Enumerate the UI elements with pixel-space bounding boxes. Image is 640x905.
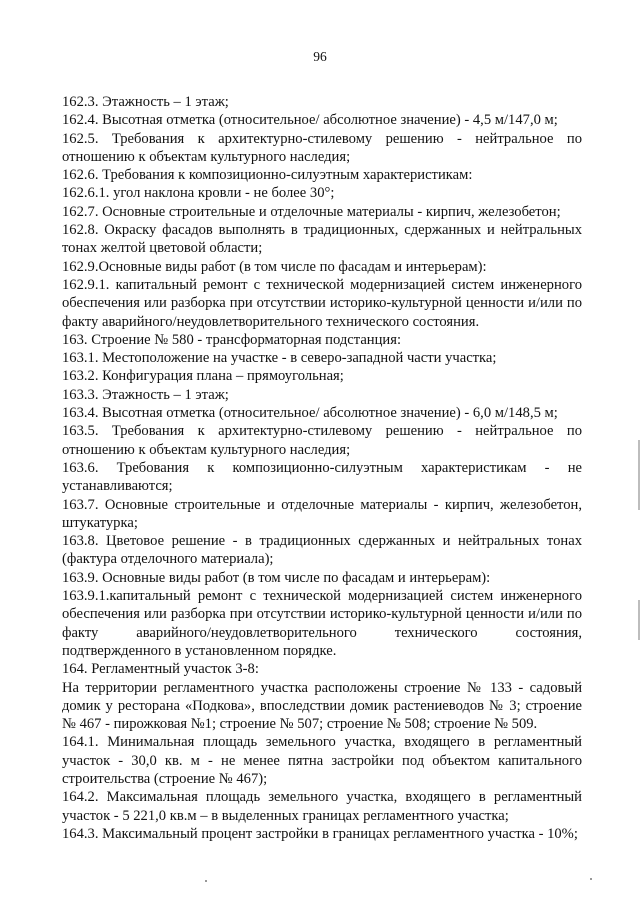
document-body: [62, 93, 582, 843]
scan-speck: [590, 878, 592, 880]
paragraph: 163.5. Требования к архитектурно-стилевому решению - нейтральное по отношению к объектам культурного наследия;: [62, 423, 582, 458]
paragraph: 163.9.1.капитальный ремонт с технической модернизацией систем инженерного обеспечения или разборка при отсутствии историко-культурной ценности и/или по факту аварийного/неудовлетворительного технического состояния, подтвержденного в установленном порядке.: [62, 588, 582, 659]
paragraph: 162.9.Основные виды работ (в том числе по фасадам и интерьерам):: [62, 258, 487, 275]
scan-speck: [205, 880, 207, 882]
paragraph: 164.1. Минимальная площадь земельного участка, входящего в регламентный участок - 30,0 кв. м - не менее пятна застройки под объектом капитального строительства (строение № 467);: [62, 734, 582, 787]
paragraph: 163.1. Местоположение на участке - в северо-западной части участка;: [62, 350, 497, 367]
paragraph: 162.3. Этажность – 1 этаж;: [62, 94, 229, 110]
paragraph: 162.9.1. капитальный ремонт с технической модернизацией систем инженерного обеспечения или разборка при отсутствии историко-культурной ценности и/или по факту аварийного/неудовлетворительного технического состояния.: [62, 276, 582, 330]
paragraph: 164. Регламентный участок 3-8:: [62, 661, 259, 678]
paragraph: 162.4. Высотная отметка (относительное/ абсолютное значение) - 4,5 м/147,0 м;: [62, 112, 558, 129]
paragraph: 162.7. Основные строительные и отделочные материалы - кирпич, железобетон;: [62, 203, 561, 220]
paragraph: 162.6. Требования к композиционно-силуэтным характеристикам:: [62, 167, 473, 184]
paragraph: 163.4. Высотная отметка (относительное/ абсолютное значение) - 6,0 м/148,5 м;: [62, 405, 558, 422]
paragraph: 163.6. Требования к композиционно-силуэтным характеристикам - не устанавливаются;: [62, 459, 582, 495]
paragraph: 163.2. Конфигурация плана – прямоугольная;: [62, 368, 344, 385]
paragraph: 164.3. Максимальный процент застройки в границах регламентного участка - 10%;: [62, 825, 578, 842]
page-number: 96: [313, 49, 327, 64]
paragraph: 162.6.1. угол наклона кровли - не более 30°;: [62, 185, 335, 202]
paragraph: 162.5. Требования к архитектурно-стилевому решению - нейтральное по отношению к объектам культурного наследия;: [62, 130, 582, 165]
paragraph: 163.8. Цветовое решение - в традиционных сдержанных и нейтральных тонах (фактура отделочного материала);: [62, 533, 582, 568]
paragraph: 162.8. Окраску фасадов выполнять в традиционных, сдержанных и нейтральных тонах желтой цветовой области;: [62, 222, 582, 257]
paragraph: 163.9. Основные виды работ (в том числе по фасадам и интерьерам):: [62, 569, 491, 586]
paragraph: На территории регламентного участка расположены строение № 133 - садовый домик у ресторана «Подкова», впоследствии домик растениеводов № 3; строение № 467 - пирожковая №1; строение № 507; строение № 508; строение № 509.: [62, 679, 582, 733]
paragraph: 164.2. Максимальная площадь земельного участка, входящего в регламентный участок - 5 221,0 кв.м – в выделенных границах регламентного участка;: [62, 789, 582, 824]
paragraph: 163.7. Основные строительные и отделочные материалы - кирпич, железобетон, штукатурка;: [62, 496, 582, 531]
paragraph: 163. Строение № 580 - трансформаторная подстанция:: [62, 331, 402, 348]
paragraph: 163.3. Этажность – 1 этаж;: [62, 386, 229, 403]
